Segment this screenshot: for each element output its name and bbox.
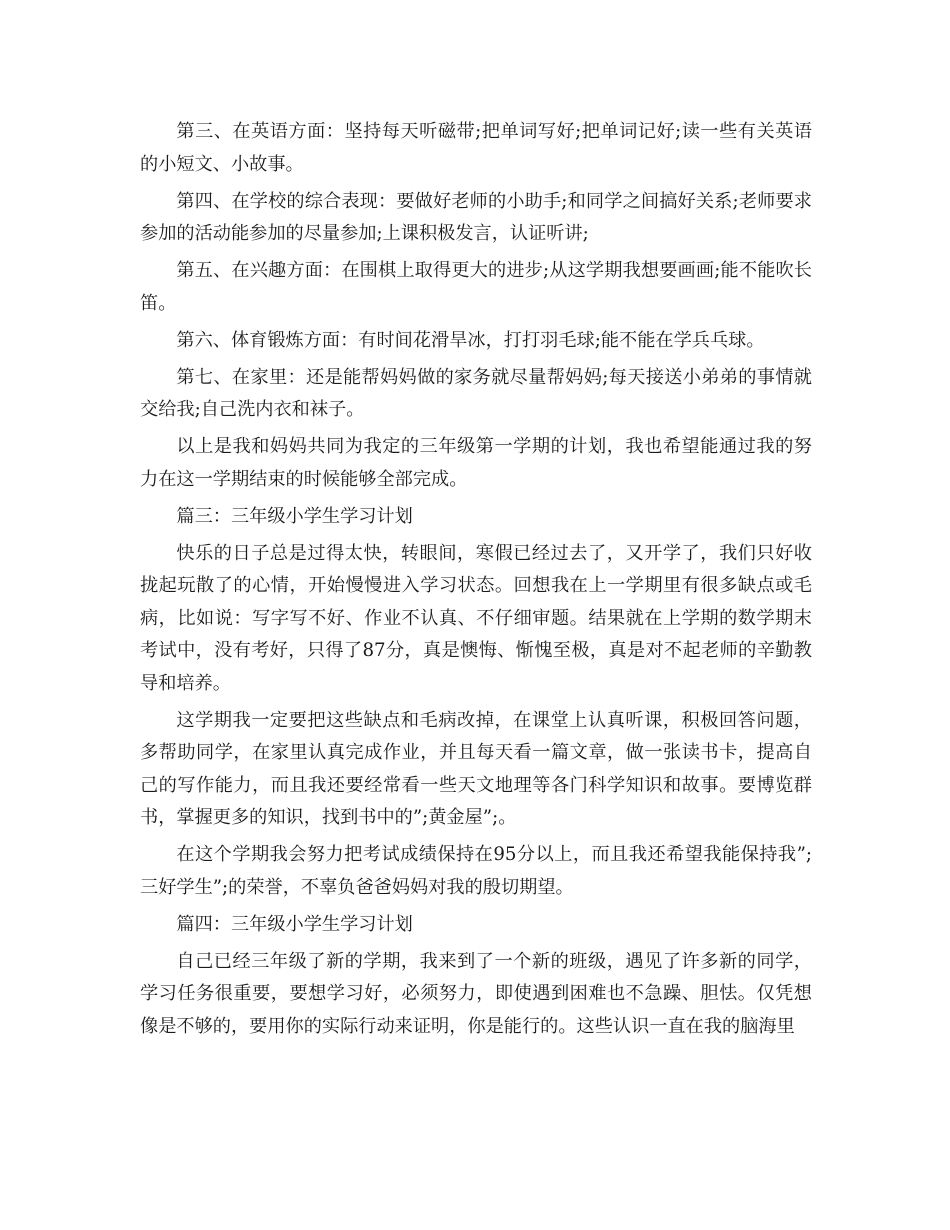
paragraph-school-performance: 第四、在学校的综合表现：要做好老师的小助手;和同学之间搞好关系;老师要求参加的活动能参加的尽量参加;上课积极发言，认证听讲; <box>140 190 812 244</box>
section-heading-part-four: 篇四：三年级小学生学习计划 <box>176 913 413 935</box>
paragraph-english: 第三、在英语方面：坚持每天听磁带;把单词写好;把单词记好;读一些有关英语的小短文、小故事。 <box>140 121 812 175</box>
paragraph-goals: 在这个学期我会努力把考试成绩保持在95分以上，而且我还希望我能保持我”;三好学生”;的荣誉，不辜负爸爸妈妈对我的殷切期望。 <box>140 844 812 898</box>
paragraph-reflection: 快乐的日子总是过得太快，转眼间，寒假已经过去了，又开学了，我们只好收拢起玩散了的心情，开始慢慢进入学习状态。回想我在上一学期里有很多缺点或毛病，比如说：写字写不好、作业不认真、不仔细审题。结果就在上学期的数学期末考试中，没有考好，只得了87分，真是懊悔、惭愧至极，真是对不起老师的辛勤教导和培养。 <box>140 542 812 694</box>
document-body <box>140 116 812 1048</box>
paragraph-interests: 第五、在兴趣方面：在围棋上取得更大的进步;从这学期我想要画画;能不能吹长笛。 <box>140 260 812 314</box>
paragraph-conclusion: 以上是我和妈妈共同为我定的三年级第一学期的计划，我也希望能通过我的努力在这一学期结束的时候能够全部完成。 <box>140 436 812 490</box>
paragraph-improvement-plan: 这学期我一定要把这些缺点和毛病改掉，在课堂上认真听课，积极回答问题，多帮助同学，在家里认真完成作业，并且每天看一篇文章，做一张读书卡，提高自己的写作能力，而且我还要经常看一些天文地理等各门科学知识和故事。要博览群书，掌握更多的知识，找到书中的”;黄金屋”;。 <box>140 709 812 828</box>
section-heading-part-three: 篇三：三年级小学生学习计划 <box>176 505 413 527</box>
paragraph-sports: 第六、体育锻炼方面：有时间花滑旱冰，打打羽毛球;能不能在学兵乓球。 <box>176 329 765 351</box>
paragraph-home: 第七、在家里：还是能帮妈妈做的家务就尽量帮妈妈;每天接送小弟弟的事情就交给我;自己洗内衣和袜子。 <box>140 366 812 420</box>
paragraph-new-semester: 自己已经三年级了新的学期，我来到了一个新的班级，遇见了许多新的同学，学习任务很重要，要想学习好，必须努力，即使遇到困难也不急躁、胆怯。仅凭想像是不够的，要用你的实际行动来证明，你是能行的。这些认识一直在我的脑海里 <box>140 950 812 1037</box>
